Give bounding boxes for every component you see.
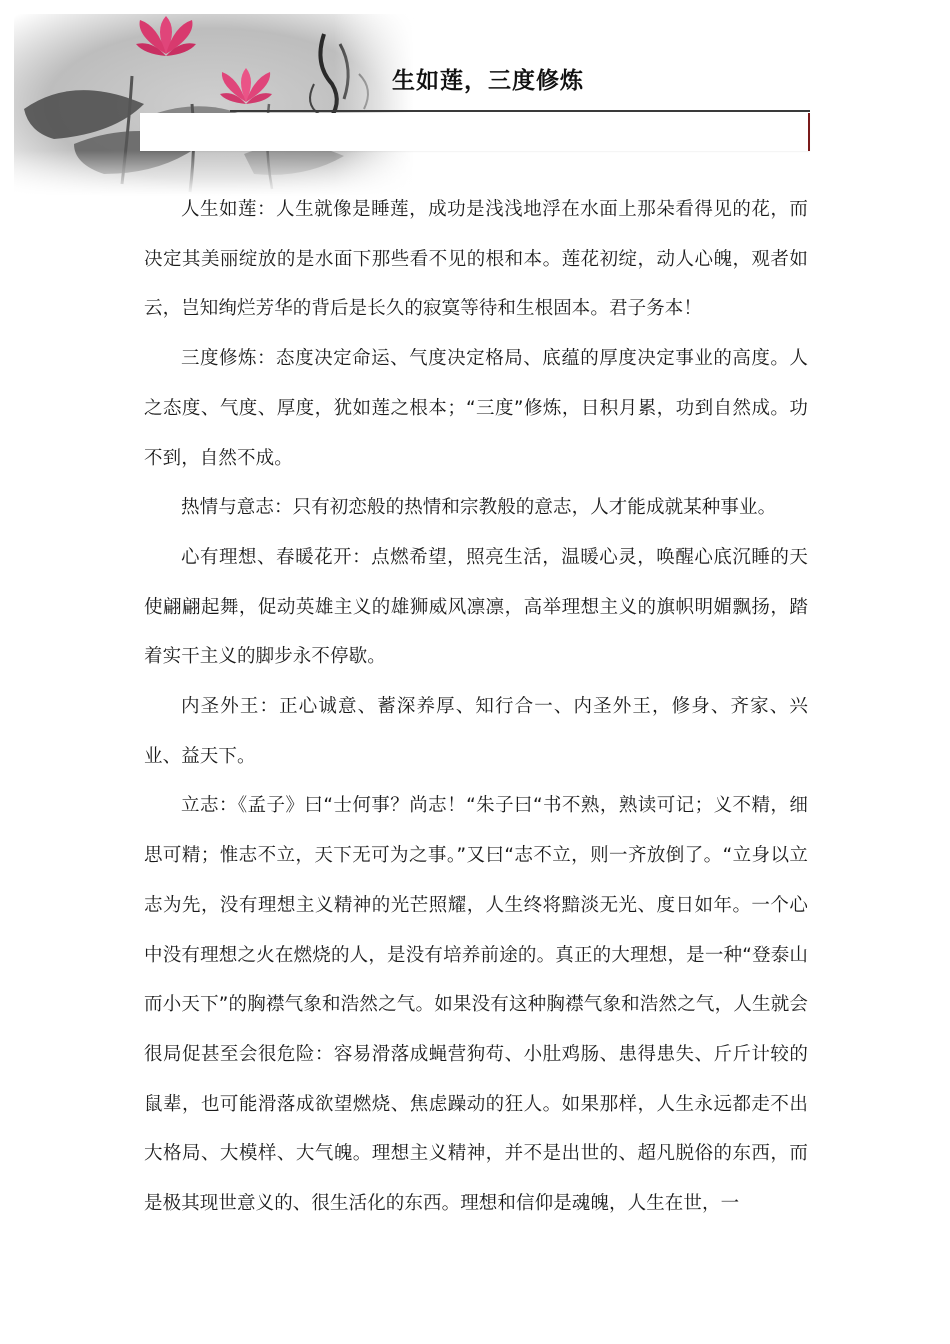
paragraph-ambition: 立志：《孟子》曰“士何事？尚志！“朱子曰“书不熟，熟读可记；义不精，细思可精；惟志不立，天下无可为之事。”又曰“志不立，则一齐放倒了。“立身以立志为先，没有理想主义精神的光芒照耀，人生终将黯淡无光、度日如年。一个心中没有理想之火在燃烧的人，是没有培养前途的。真正的大理想，是一种“登泰山而小天下”的胸襟气象和浩然之气。如果没有这种胸襟气象和浩然之气，人生就会很局促甚至会很危险：容易滑落成蝇营狗苟、小肚鸡肠、患得患失、斤斤计较的鼠辈，也可能滑落成欲望燃烧、焦虑躁动的狂人。如果那样，人生永远都走不出大格局、大模样、大气魄。理想主义精神，并不是出世的、超凡脱俗的东西，而是极其现世意义的、很生活化的东西。理想和信仰是魂魄，人生在世，一 [144,795,808,1215]
paragraph-inner-sage: 内圣外王：正心诚意、蓄深养厚、知行合一、内圣外王，修身、齐家、兴业、益天下。 [144,696,808,767]
paragraph-passion-will: 热情与意志：只有初恋般的热情和宗教般的意志，人才能成就某种事业。 [181,497,777,519]
paragraph-three-degrees: 三度修炼：态度决定命运、气度决定格局、底蕴的厚度决定事业的高度。人之态度、气度、厚度，犹如莲之根本；“三度”修炼，日积月累，功到自然成。功不到，自然不成。 [144,348,808,469]
header-box [140,113,810,151]
paragraph-ideals: 心有理想、春暖花开：点燃希望，照亮生活，温暖心灵，唤醒心底沉睡的天使翩翩起舞，促动英雄主义的雄狮威风凛凛，高举理想主义的旗帜明媚飘扬，踏着实干主义的脚步永不停歇。 [144,546,808,668]
header-lotus-banner [14,14,414,196]
document-body [144,185,808,1229]
lotus-ink-painting-icon [14,14,414,196]
header-divider [230,110,810,112]
document-title: 生如莲，三度修炼 [392,68,584,94]
paragraph-lotus: 人生如莲：人生就像是睡莲，成功是浅浅地浮在水面上那朵看得见的花，而决定其美丽绽放的是水面下那些看不见的根和本。莲花初绽，动人心魄，观者如云，岂知绚烂芳华的背后是长久的寂寞等待和生根固本。君子务本！ [144,199,808,320]
